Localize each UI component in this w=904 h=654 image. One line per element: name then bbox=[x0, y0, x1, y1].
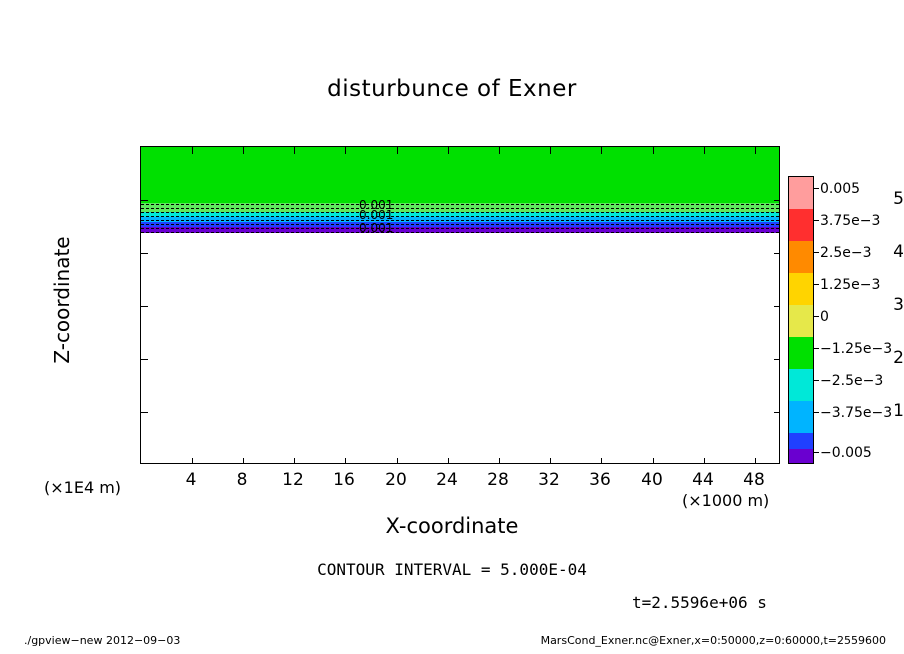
colorbar-label: 3.75e−3 bbox=[820, 213, 881, 229]
x-tick-label: 36 bbox=[589, 470, 611, 490]
y-tick-label: 3 bbox=[893, 295, 904, 315]
contour-line bbox=[141, 208, 779, 209]
colorbar-segment bbox=[789, 369, 813, 401]
x-tick bbox=[499, 458, 500, 464]
x-tick-label: 40 bbox=[641, 470, 663, 490]
colorbar-tick bbox=[814, 412, 819, 413]
x-tick bbox=[704, 458, 705, 464]
colorbar-label: −3.75e−3 bbox=[820, 405, 893, 421]
x-tick bbox=[192, 458, 193, 464]
colorbar bbox=[788, 176, 814, 464]
x-tick bbox=[448, 458, 449, 464]
contour-label: 0.001 bbox=[359, 198, 394, 212]
x-tick bbox=[243, 458, 244, 464]
y-tick bbox=[774, 359, 780, 360]
x-tick bbox=[345, 147, 346, 154]
page-title: disturbunce of Exner bbox=[327, 76, 577, 102]
colorbar-label: −1.25e−3 bbox=[820, 341, 893, 357]
colorbar-label: 0.005 bbox=[820, 181, 861, 197]
x-tick-label: 44 bbox=[692, 470, 714, 490]
colorbar-segment bbox=[789, 241, 813, 273]
colorbar-segment bbox=[789, 305, 813, 337]
contour-line bbox=[141, 216, 779, 217]
x-tick bbox=[755, 458, 756, 464]
colorbar-tick bbox=[814, 220, 819, 221]
x-axis-label: X-coordinate bbox=[385, 514, 519, 538]
y-tick bbox=[141, 412, 148, 413]
colorbar-label: −0.005 bbox=[820, 445, 872, 461]
x-tick-label: 20 bbox=[385, 470, 407, 490]
x-tick bbox=[397, 147, 398, 154]
x-tick bbox=[704, 147, 705, 154]
x-tick-label: 32 bbox=[538, 470, 560, 490]
colorbar-segment bbox=[789, 449, 813, 464]
x-tick bbox=[601, 458, 602, 464]
x-tick-label: 12 bbox=[282, 470, 304, 490]
contour-line bbox=[141, 224, 779, 225]
x-tick-label: 48 bbox=[743, 470, 765, 490]
colorbar-tick bbox=[814, 380, 819, 381]
y-tick bbox=[774, 306, 780, 307]
x-tick-label: 24 bbox=[436, 470, 458, 490]
contour-label: 0.001 bbox=[359, 221, 394, 235]
colorbar-tick bbox=[814, 348, 819, 349]
y-tick bbox=[774, 253, 780, 254]
colorbar-tick bbox=[814, 284, 819, 285]
x-tick bbox=[397, 458, 398, 464]
x-tick bbox=[653, 147, 654, 154]
band-blank-lower bbox=[141, 233, 779, 464]
contour-line bbox=[141, 232, 779, 233]
x-tick bbox=[499, 147, 500, 154]
y-tick bbox=[141, 200, 148, 201]
contour-interval-note: CONTOUR INTERVAL = 5.000E-04 bbox=[317, 560, 587, 579]
colorbar-tick bbox=[814, 188, 819, 189]
x-tick bbox=[294, 458, 295, 464]
footer-left: ./gpview−new 2012−09−03 bbox=[24, 634, 181, 647]
colorbar-label: −2.5e−3 bbox=[820, 373, 884, 389]
colorbar-segment bbox=[789, 273, 813, 305]
y-tick bbox=[774, 412, 780, 413]
contour-line bbox=[141, 212, 779, 213]
y-tick-label: 1 bbox=[893, 401, 904, 421]
y-tick bbox=[141, 306, 148, 307]
x-tick bbox=[601, 147, 602, 154]
colorbar-label: 2.5e−3 bbox=[820, 245, 872, 261]
contour-label: 0.001 bbox=[359, 208, 394, 222]
band-green-upper bbox=[141, 147, 779, 203]
y-axis-label: Z-coordinate bbox=[50, 236, 74, 364]
x-tick bbox=[755, 147, 756, 154]
colorbar-tick bbox=[814, 316, 819, 317]
x-tick bbox=[192, 147, 193, 154]
colorbar-label: 0 bbox=[820, 309, 829, 325]
colorbar-segment bbox=[789, 337, 813, 369]
contour-line bbox=[141, 204, 779, 205]
y-tick-label: 4 bbox=[893, 242, 904, 262]
y-axis-unit: (×1E4 m) bbox=[44, 478, 122, 497]
y-tick-label: 5 bbox=[893, 189, 904, 209]
x-tick bbox=[550, 147, 551, 154]
footer-right: MarsCond_Exner.nc@Exner,x=0:50000,z=0:60000,t=2559600 bbox=[540, 634, 886, 647]
x-tick-label: 8 bbox=[236, 470, 248, 490]
y-tick bbox=[141, 253, 148, 254]
contour-line bbox=[141, 228, 779, 229]
x-tick-label: 28 bbox=[487, 470, 509, 490]
x-tick-label: 4 bbox=[185, 470, 197, 490]
colorbar-tick bbox=[814, 252, 819, 253]
contour-line bbox=[141, 220, 779, 221]
x-tick bbox=[294, 147, 295, 154]
x-tick bbox=[550, 458, 551, 464]
y-tick bbox=[141, 359, 148, 360]
colorbar-segment bbox=[789, 177, 813, 209]
time-annotation: t=2.5596e+06 s bbox=[632, 593, 767, 612]
x-tick bbox=[448, 147, 449, 154]
x-tick bbox=[243, 147, 244, 154]
colorbar-segment bbox=[789, 209, 813, 241]
x-tick-label: 16 bbox=[333, 470, 355, 490]
y-tick bbox=[774, 200, 780, 201]
colorbar-segment bbox=[789, 401, 813, 433]
colorbar-label: 1.25e−3 bbox=[820, 277, 881, 293]
colorbar-segment bbox=[789, 433, 813, 449]
colorbar-tick bbox=[814, 452, 819, 453]
plot-area bbox=[140, 146, 780, 464]
x-tick bbox=[653, 458, 654, 464]
x-tick bbox=[345, 458, 346, 464]
x-axis-unit: (×1000 m) bbox=[682, 491, 770, 510]
y-tick-label: 2 bbox=[893, 348, 904, 368]
